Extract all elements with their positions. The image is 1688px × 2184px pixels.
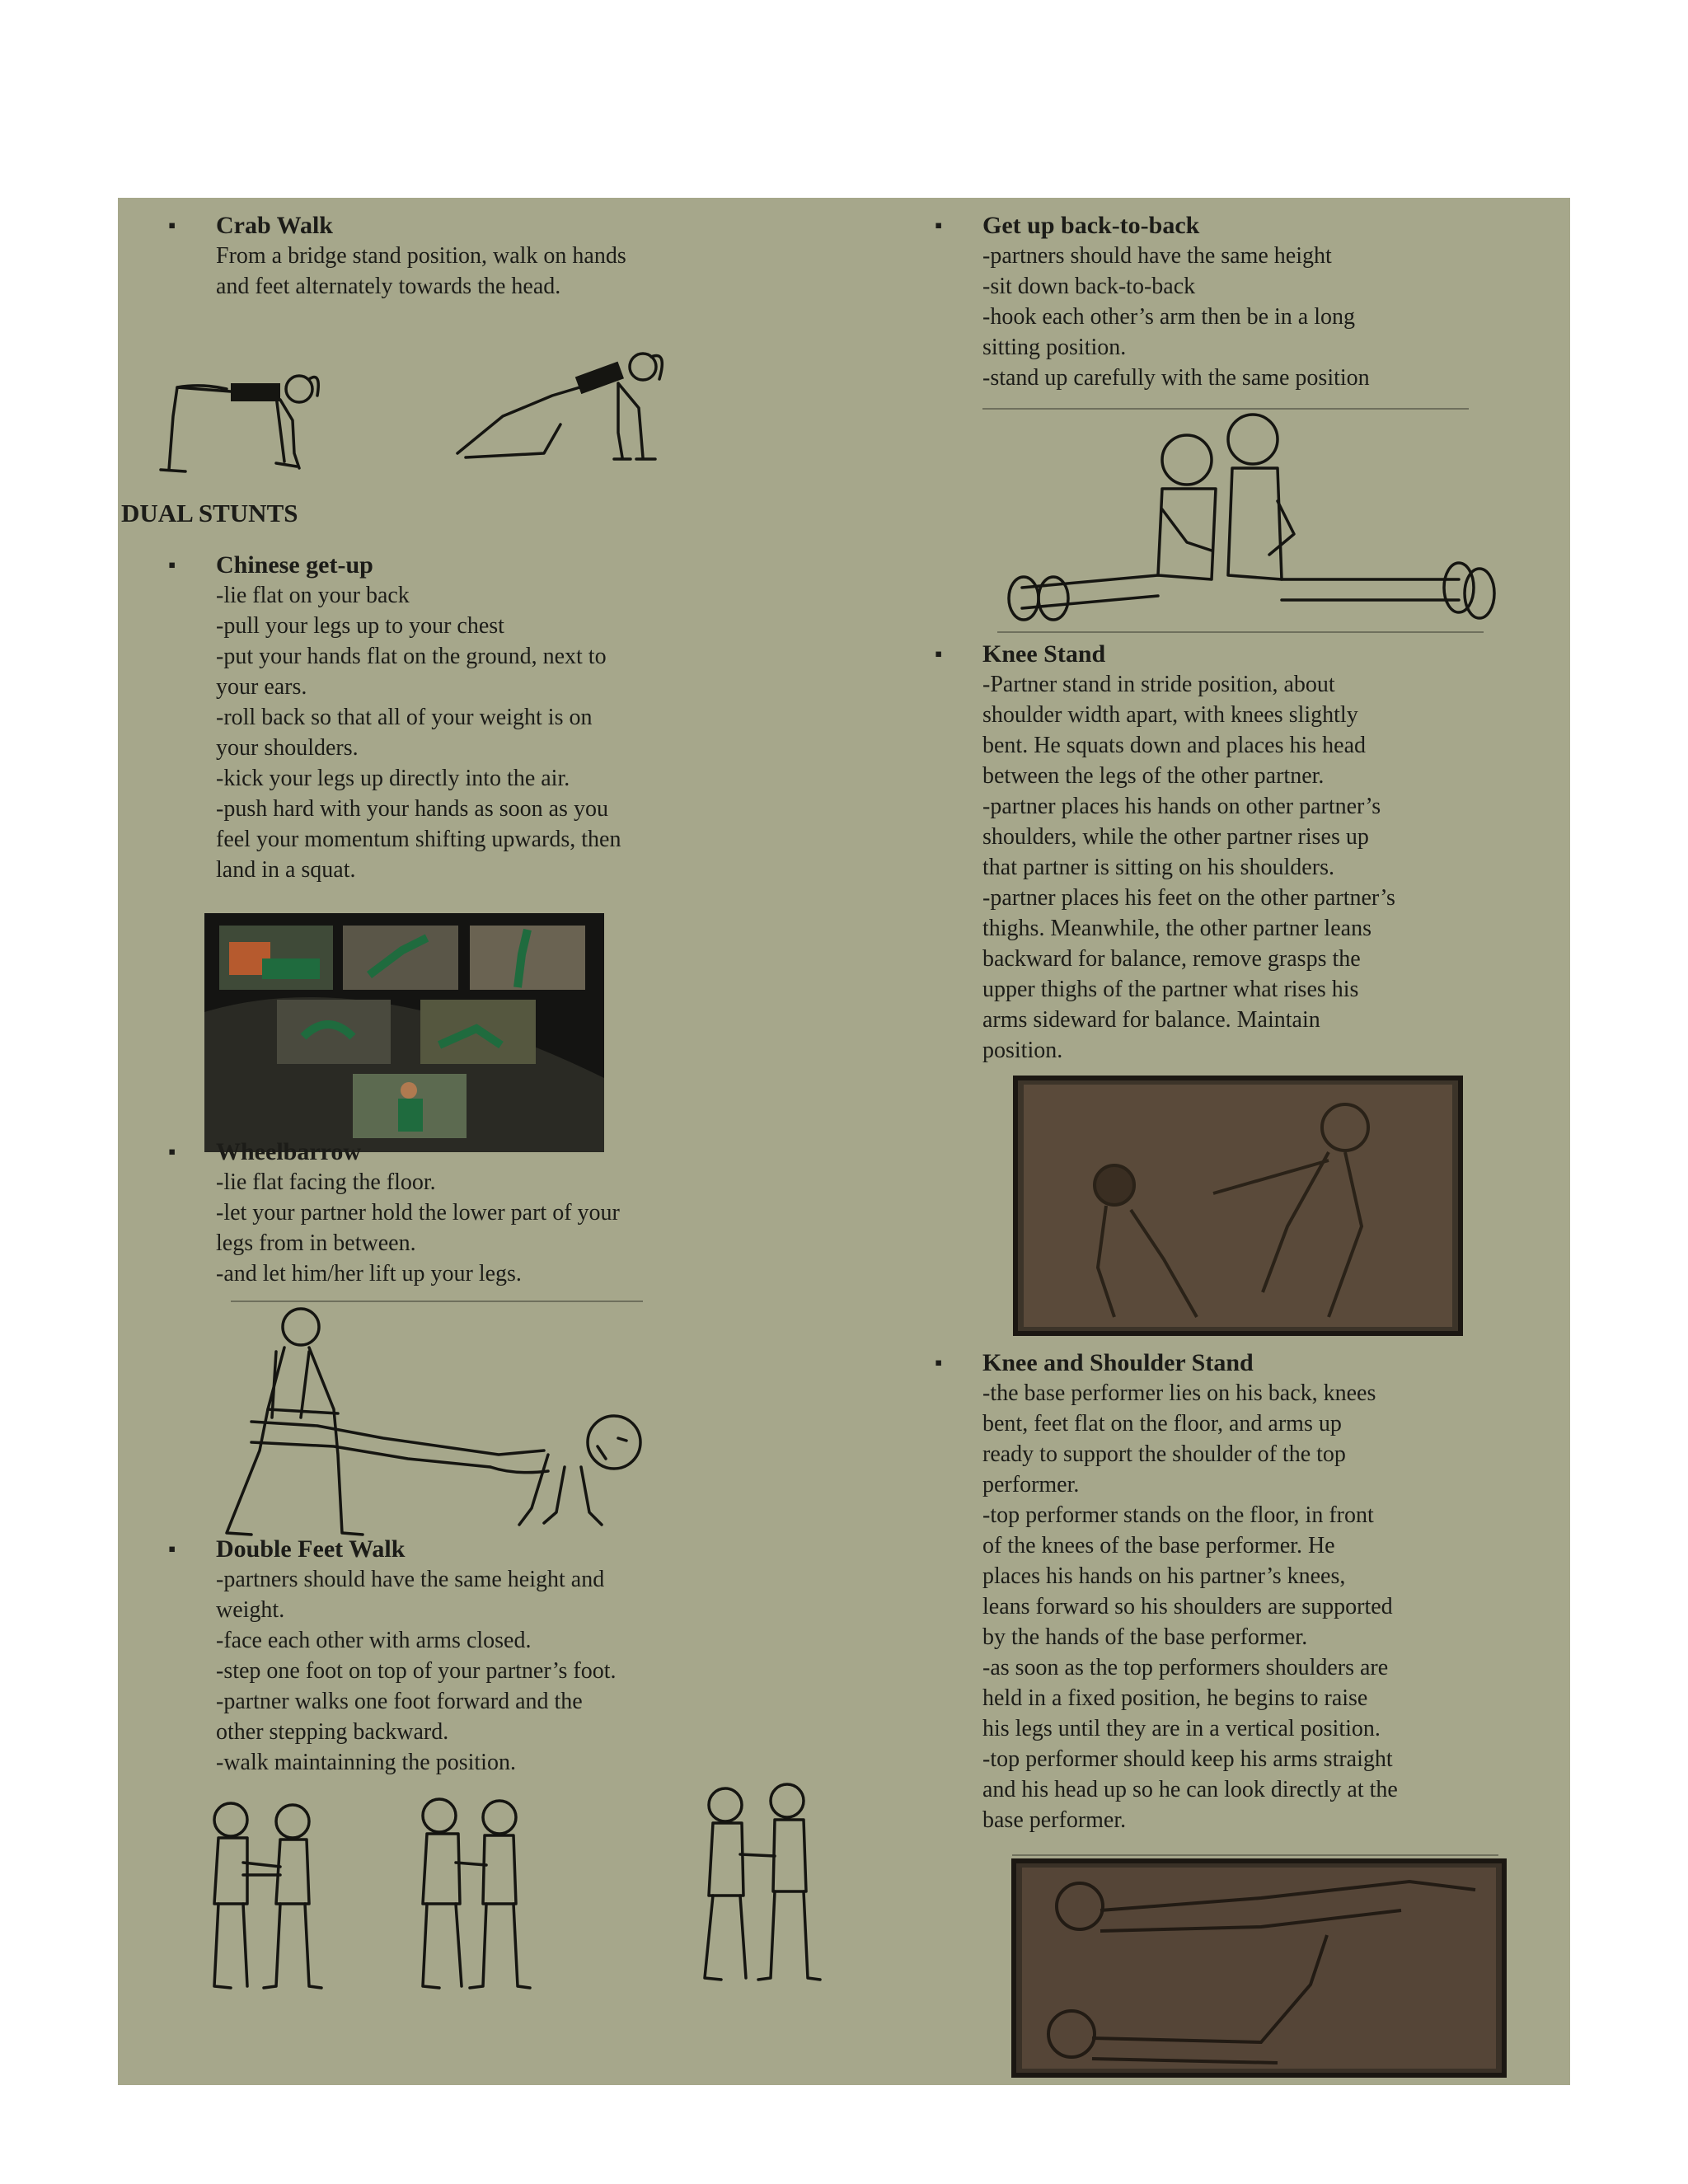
wheelbarrow-line: -let your partner hold the lower part of your (216, 1200, 620, 1226)
knee-stand-line: -Partner stand in stride position, about (982, 672, 1335, 697)
knee-stand-line: position. (982, 1038, 1063, 1063)
wheelbarrow-line: -and let him/her lift up your legs. (216, 1261, 522, 1286)
dual-stunts-heading: DUAL STUNTS (121, 499, 298, 527)
double-feet-walk-title: Double Feet Walk (216, 1535, 406, 1563)
get-up-back-to-back-item (935, 211, 1576, 393)
knee-and-shoulder-stand-line: -as soon as the top performers shoulders are (982, 1655, 1389, 1680)
knee-and-shoulder-stand-line: his legs until they are in a vertical position. (982, 1716, 1381, 1741)
knee-and-shoulder-stand-item (935, 1348, 1576, 1835)
chinese-getup-title: Chinese get-up (216, 551, 373, 579)
knee-stand-line: -partner places his feet on the other partner’s (982, 885, 1395, 911)
knee-and-shoulder-stand-line: ready to support the shoulder of the top (982, 1441, 1346, 1467)
chinese-getup-line: -put your hands flat on the ground, next to (216, 644, 607, 669)
get-up-back-to-back-line: sitting position. (982, 335, 1127, 360)
double-feet-walk-line: -partners should have the same height and (216, 1567, 605, 1592)
knee-stand-line: -partner places his hands on other partner’s (982, 794, 1381, 819)
double-feet-walk-figure-3 (692, 1780, 824, 1986)
chinese-getup-item (168, 551, 842, 885)
chinese-getup-line: feel your momentum shifting upwards, then (216, 827, 621, 852)
knee-and-shoulder-stand-title: Knee and Shoulder Stand (982, 1349, 1254, 1376)
bullet-icon: ▪ (168, 1537, 176, 1561)
bullet-icon: ▪ (168, 1140, 176, 1164)
chinese-getup-line: -lie flat on your back (216, 583, 410, 608)
knee-and-shoulder-stand-line: base performer. (982, 1807, 1127, 1833)
knee-and-shoulder-stand-photo (1014, 1861, 1504, 2075)
knee-stand-line: backward for balance, remove grasps the (982, 946, 1361, 972)
chinese-getup-line: your shoulders. (216, 735, 359, 761)
wheelbarrow-line: -lie flat facing the floor. (216, 1169, 436, 1195)
crab-walk-line: and feet alternately towards the head. (216, 274, 561, 299)
double-feet-walk-line: -face each other with arms closed. (216, 1628, 532, 1653)
double-feet-walk-line: -step one foot on top of your partner’s foot. (216, 1658, 617, 1684)
chinese-getup-line: -roll back so that all of your weight is on (216, 705, 593, 730)
bullet-icon: ▪ (935, 213, 943, 237)
knee-stand-line: bent. He squats down and places his head (982, 733, 1366, 758)
knee-and-shoulder-stand-line: and his head up so he can look directly at the (982, 1777, 1398, 1802)
bullet-icon: ▪ (935, 1351, 943, 1375)
bullet-icon: ▪ (168, 213, 176, 237)
double-feet-walk-figure-1 (198, 1797, 338, 1994)
knee-stand-line: that partner is sitting on his shoulders. (982, 855, 1334, 880)
knee-stand-item (935, 640, 1576, 1066)
divider (1012, 1854, 1498, 1856)
knee-stand-line: arms sideward for balance. Maintain (982, 1007, 1320, 1033)
crab-walk-line: From a bridge stand position, walk on hands (216, 243, 626, 269)
wheelbarrow-item (168, 1137, 842, 1289)
get-up-back-to-back-line: -sit down back-to-back (982, 274, 1196, 299)
double-feet-walk-line: -partner walks one foot forward and the (216, 1689, 583, 1714)
knee-stand-line: shoulder width apart, with knees slightly (982, 702, 1358, 728)
get-up-back-to-back-line: -hook each other’s arm then be in a long (982, 304, 1356, 330)
bullet-icon: ▪ (935, 642, 943, 666)
chinese-getup-line: -push hard with your hands as soon as you (216, 796, 608, 822)
knee-stand-line: shoulders, while the other partner rises up (982, 824, 1369, 850)
knee-stand-line: between the legs of the other partner. (982, 763, 1325, 789)
divider (997, 631, 1484, 633)
double-feet-walk-figure-2 (410, 1793, 534, 1994)
knee-and-shoulder-stand-line: of the knees of the base performer. He (982, 1533, 1335, 1558)
chinese-getup-line: land in a squat. (216, 857, 356, 883)
wheelbarrow-line: legs from in between. (216, 1230, 416, 1256)
knee-stand-line: upper thighs of the partner what rises his (982, 977, 1359, 1002)
crab-walk-figure-2 (453, 334, 676, 474)
chinese-getup-line: your ears. (216, 674, 307, 700)
double-feet-walk-line: weight. (216, 1597, 285, 1623)
knee-and-shoulder-stand-line: bent, feet flat on the floor, and arms up (982, 1411, 1342, 1436)
knee-and-shoulder-stand-line: -top performer should keep his arms straight (982, 1746, 1393, 1772)
knee-and-shoulder-stand-line: by the hands of the base performer. (982, 1624, 1308, 1650)
knee-and-shoulder-stand-line: leans forward so his shoulders are supported (982, 1594, 1393, 1619)
double-feet-walk-item (168, 1535, 842, 1778)
divider (982, 408, 1469, 410)
chinese-getup-line: -kick your legs up directly into the air. (216, 766, 570, 791)
double-feet-walk-line: other stepping backward. (216, 1719, 449, 1745)
knee-and-shoulder-stand-line: held in a fixed position, he begins to raise (982, 1685, 1368, 1711)
double-feet-walk-line: -walk maintainning the position. (216, 1750, 516, 1775)
crab-walk-item (168, 211, 842, 302)
wheelbarrow-figure (218, 1302, 647, 1541)
crab-walk-title: Crab Walk (216, 212, 333, 239)
get-up-back-to-back-title: Get up back-to-back (982, 212, 1200, 239)
get-up-back-to-back-line: -stand up carefully with the same position (982, 365, 1370, 391)
bullet-icon: ▪ (168, 553, 176, 577)
knee-stand-title: Knee Stand (982, 640, 1106, 668)
chinese-getup-photo-collage (204, 913, 604, 1152)
knee-and-shoulder-stand-line: -top performer stands on the floor, in front (982, 1502, 1374, 1528)
wheelbarrow-title: Wheelbarrow (216, 1138, 362, 1165)
get-up-back-to-back-line: -partners should have the same height (982, 243, 1332, 269)
knee-stand-line: thighs. Meanwhile, the other partner leans (982, 916, 1372, 941)
chinese-getup-line: -pull your legs up to your chest (216, 613, 504, 639)
knee-and-shoulder-stand-line: performer. (982, 1472, 1080, 1497)
crab-walk-figure-1 (152, 338, 334, 478)
knee-and-shoulder-stand-line: -the base performer lies on his back, knees (982, 1380, 1376, 1406)
back-to-back-figure (997, 410, 1500, 633)
knee-and-shoulder-stand-line: places his hands on his partner’s knees, (982, 1563, 1346, 1589)
knee-stand-photo (1015, 1078, 1461, 1333)
